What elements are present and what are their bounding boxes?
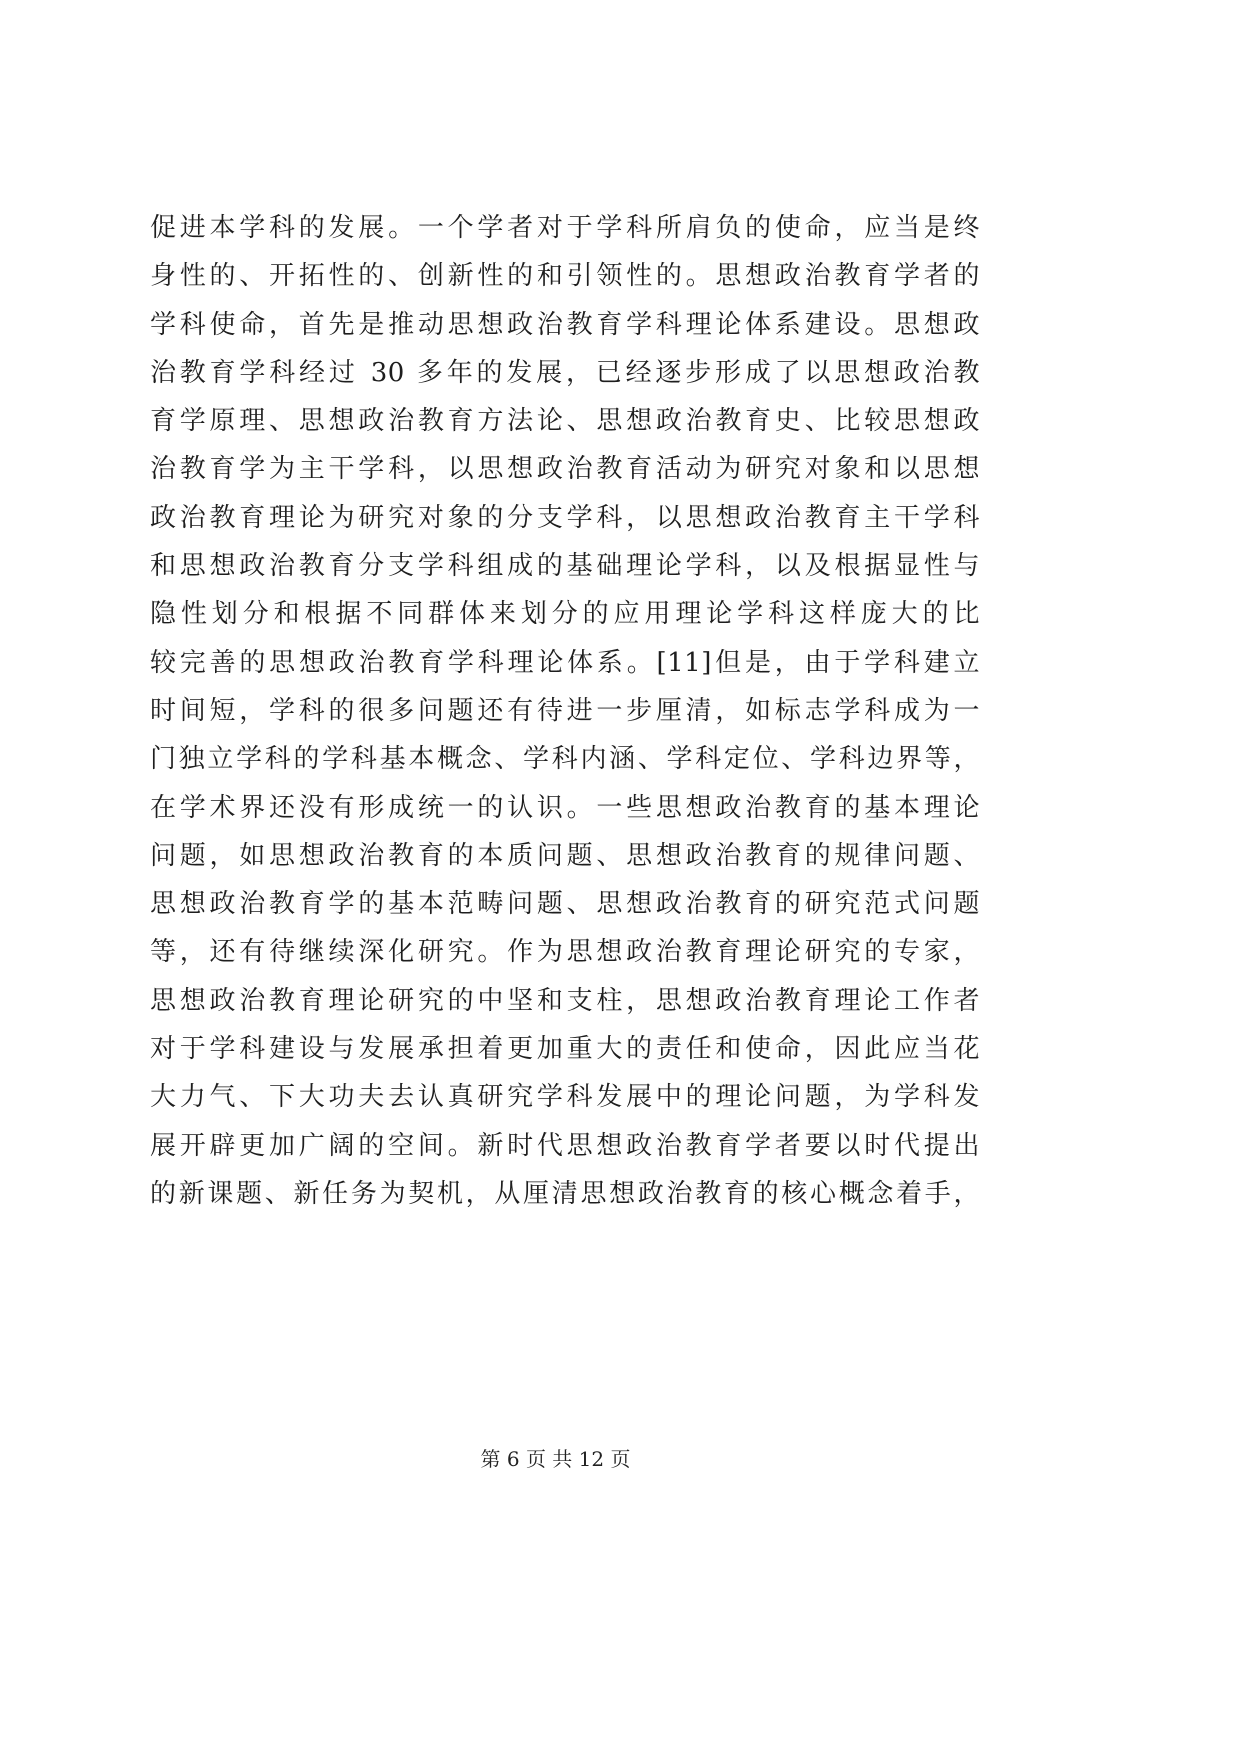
text-line: 展开辟更加广阔的空间。新时代思想政治教育学者要以时代提出 bbox=[150, 1130, 980, 1161]
text-line: 促进本学科的发展。一个学者对于学科所肩负的使命，应当是终 bbox=[150, 213, 980, 243]
text-line: 思想政治教育学的基本范畴问题、思想政治教育的研究范式问题 bbox=[150, 889, 980, 920]
body-paragraph bbox=[150, 204, 980, 1218]
text-line: 时间短，学科的很多问题还有待进一步厘清，如标志学科成为一 bbox=[150, 695, 980, 726]
text-line: 治教育学科经过 30 多年的发展，已经逐步形成了以思想政治教 bbox=[150, 357, 980, 388]
text-line: 的新课题、新任务为契机，从厘清思想政治教育的核心概念着手， bbox=[150, 1178, 980, 1209]
text-line: 隐性划分和根据不同群体来划分的应用理论学科这样庞大的比 bbox=[150, 599, 980, 630]
text-line: 治教育学为主干学科，以思想政治教育活动为研究对象和以思想 bbox=[150, 454, 980, 485]
text-line: 等，还有待继续深化研究。作为思想政治教育理论研究的专家， bbox=[150, 937, 980, 968]
text-line: 身性的、开拓性的、创新性的和引领性的。思想政治教育学者的 bbox=[150, 261, 980, 292]
text-line: 门独立学科的学科基本概念、学科内涵、学科定位、学科边界等， bbox=[150, 744, 980, 775]
text-line: 思想政治教育理论研究的中坚和支柱，思想政治教育理论工作者 bbox=[150, 985, 980, 1016]
text-line: 大力气、下大功夫去认真研究学科发展中的理论问题，为学科发 bbox=[150, 1082, 980, 1113]
text-line: 政治教育理论为研究对象的分支学科，以思想政治教育主干学科 bbox=[150, 502, 980, 533]
text-line: 在学术界还没有形成统一的认识。一些思想政治教育的基本理论 bbox=[150, 792, 980, 823]
page-footer: 第 6 页 共 12 页 bbox=[480, 1447, 631, 1471]
text-line: 育学原理、思想政治教育方法论、思想政治教育史、比较思想政 bbox=[150, 406, 980, 437]
text-line: 较完善的思想政治教育学科理论体系。[11]但是，由于学科建立 bbox=[150, 647, 980, 678]
text-line: 问题，如思想政治教育的本质问题、思想政治教育的规律问题、 bbox=[150, 840, 980, 871]
text-line: 对于学科建设与发展承担着更加重大的责任和使命，因此应当花 bbox=[150, 1034, 980, 1065]
text-line: 和思想政治教育分支学科组成的基础理论学科，以及根据显性与 bbox=[150, 551, 980, 582]
text-line: 学科使命，首先是推动思想政治教育学科理论体系建设。思想政 bbox=[150, 309, 980, 340]
